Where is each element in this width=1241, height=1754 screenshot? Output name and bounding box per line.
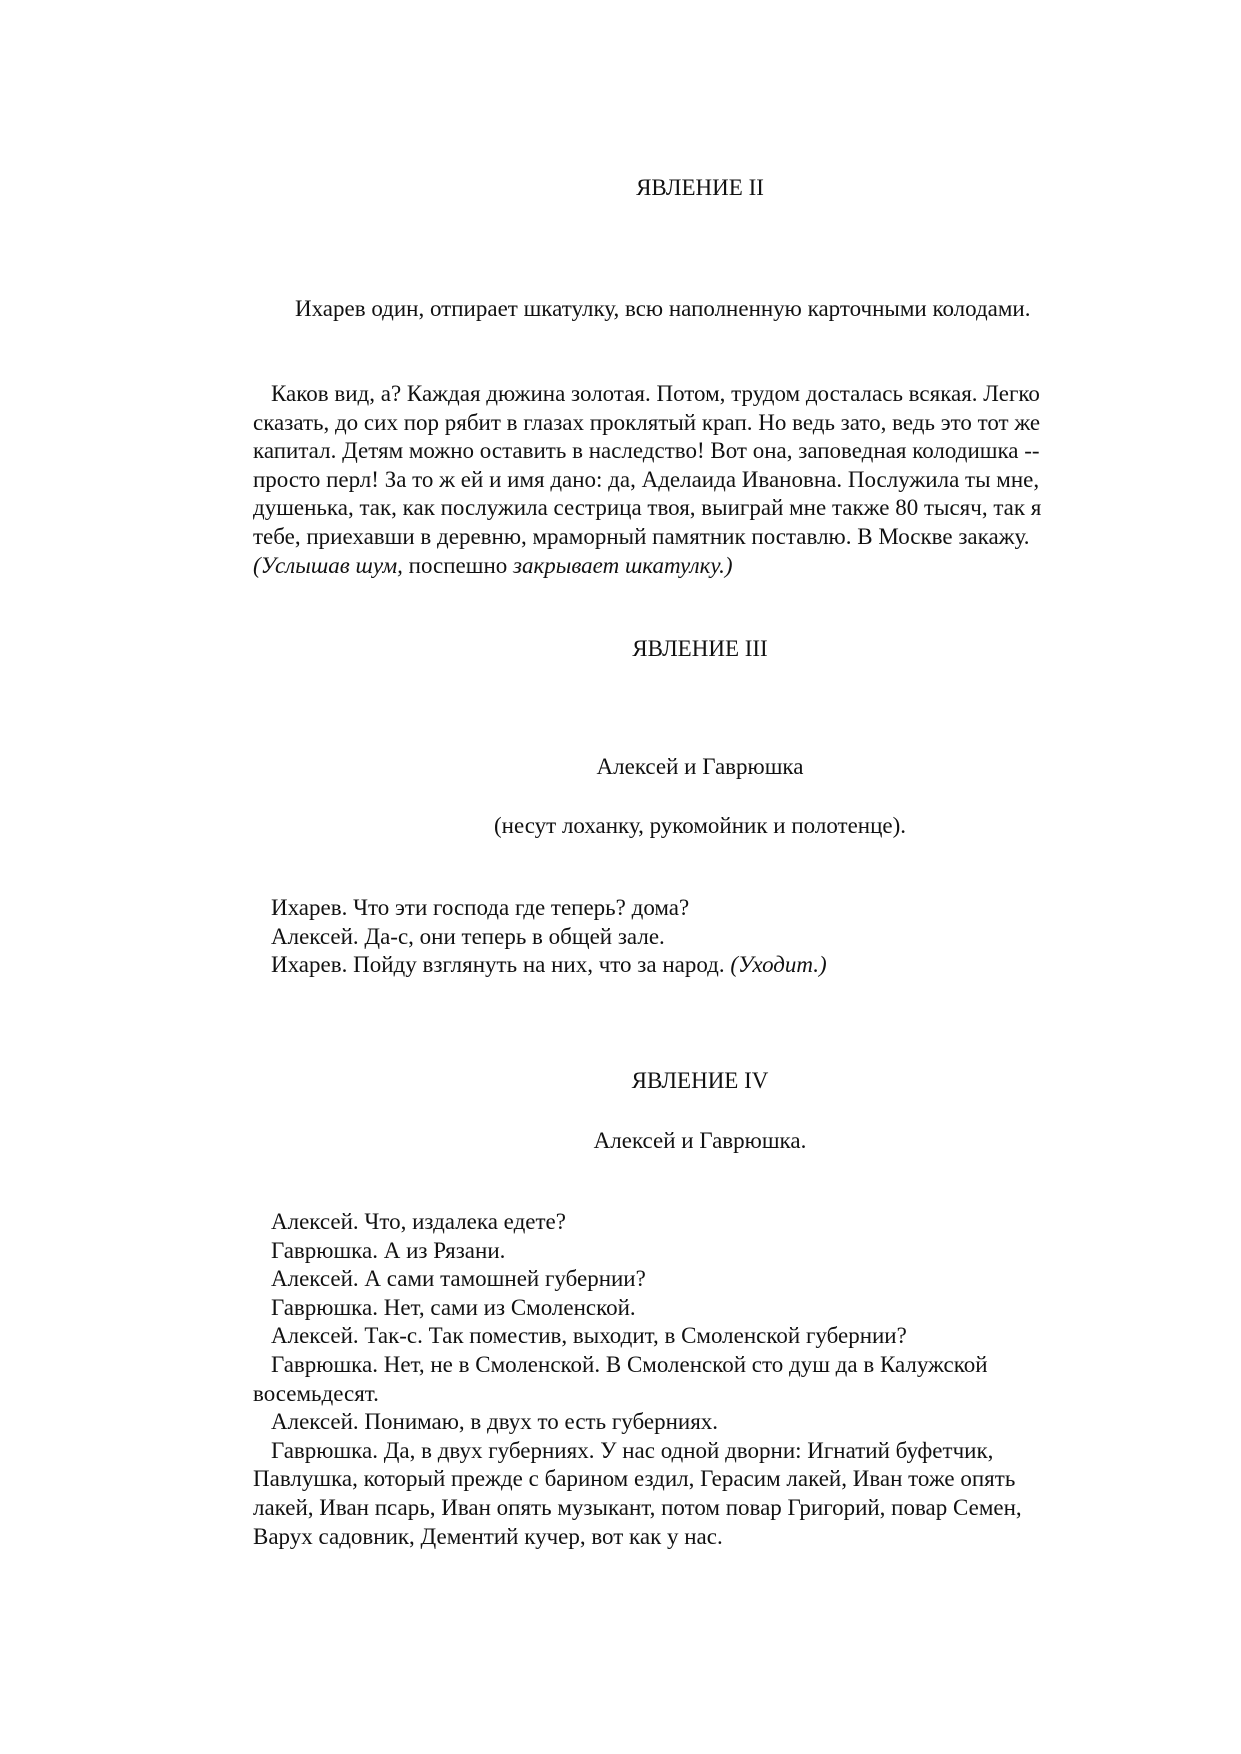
monologue-line: Каков вид, а? Каждая дюжина золотая. Потом, трудом досталась всякая. Легко [271,381,1040,406]
dialogue-line: лакей, Иван псарь, Иван опять музыкант, потом повар Григорий, повар Семен, [253,1494,1022,1520]
stage-direction-italic: (Услышав шум, [253,552,403,578]
scene-4-dialogue [253,1208,1113,1551]
dialogue-line: Гаврюшка. Да, в двух губерниях. У нас одной дворни: Игнатий буфетчик, [271,1437,994,1463]
dialogue-line: восемьдесят. [253,1380,379,1406]
scene-3-dialogue [253,894,1113,980]
monologue-line: тебе, приехавши в деревню, мраморный памятник поставлю. В Москве закажу. [253,523,1030,549]
dialogue-line: Гаврюшка. А из Рязани. [271,1237,506,1263]
scene-2-monologue [253,380,1113,580]
dialogue-line: Алексей. А сами тамошней губернии? [271,1266,646,1292]
scene-3-stage-direction: (несут лоханку, рукомойник и полотенце). [493,813,907,838]
dialogue-line: Варух садовник, Дементий кучер, вот как у нас. [253,1523,723,1549]
stage-direction-italic: (Уходит.) [730,952,827,978]
dialogue-text: Ихарев. Пойду взглянуть на них, что за народ. [271,952,731,978]
scene-4-characters: Алексей и Гаврюшка. [593,1128,807,1153]
dialogue-line: Ихарев. Что эти господа где теперь? дома? [271,895,690,920]
dialogue-line: Гаврюшка. Нет, сами из Смоленской. [271,1294,636,1320]
dialogue-line: Гаврюшка. Нет, не в Смоленской. В Смоленской сто душ да в Калужской [271,1351,988,1377]
scene-4-heading: ЯВЛЕНИЕ IV [631,1068,769,1093]
scene-2-stage-direction: Ихарев один, отпирает шкатулку, всю наполненную карточными колодами. [295,296,1031,321]
scene-3-characters: Алексей и Гаврюшка [596,754,804,779]
stage-direction-plain: поспешно [402,552,514,578]
monologue-line: просто перл! За то ж ей и имя дано: да, Аделаида Ивановна. Послужила ты мне, [253,466,1040,492]
dialogue-line: Алексей. Что, издалека едете? [271,1209,566,1234]
stage-direction-italic: закрывает шкатулку.) [513,552,733,578]
monologue-stage-direction [253,552,1113,581]
dialogue-line: Алексей. Да-с, они теперь в общей зале. [271,923,665,949]
dialogue-line: Алексей. Понимаю, в двух то есть губерниях. [271,1409,719,1435]
scene-2-heading: ЯВЛЕНИЕ II [636,175,764,200]
dialogue-line: Алексей. Так-с. Так поместив, выходит, в Смоленской губернии? [271,1323,907,1349]
scene-3-heading: ЯВЛЕНИЕ III [632,636,768,661]
monologue-line: сказать, до сих пор рябит в глазах проклятый крап. Но ведь зато, ведь это тот же [253,409,1041,435]
dialogue-line [253,951,1113,980]
monologue-line: душенька, так, как послужила сестрица твоя, выиграй мне также 80 тысяч, так я [253,495,1042,521]
monologue-line: капитал. Детям можно оставить в наследство! Вот она, заповедная колодишка -- [253,438,1040,464]
dialogue-line: Павлушка, который прежде с барином ездил, Герасим лакей, Иван тоже опять [253,1466,1016,1492]
